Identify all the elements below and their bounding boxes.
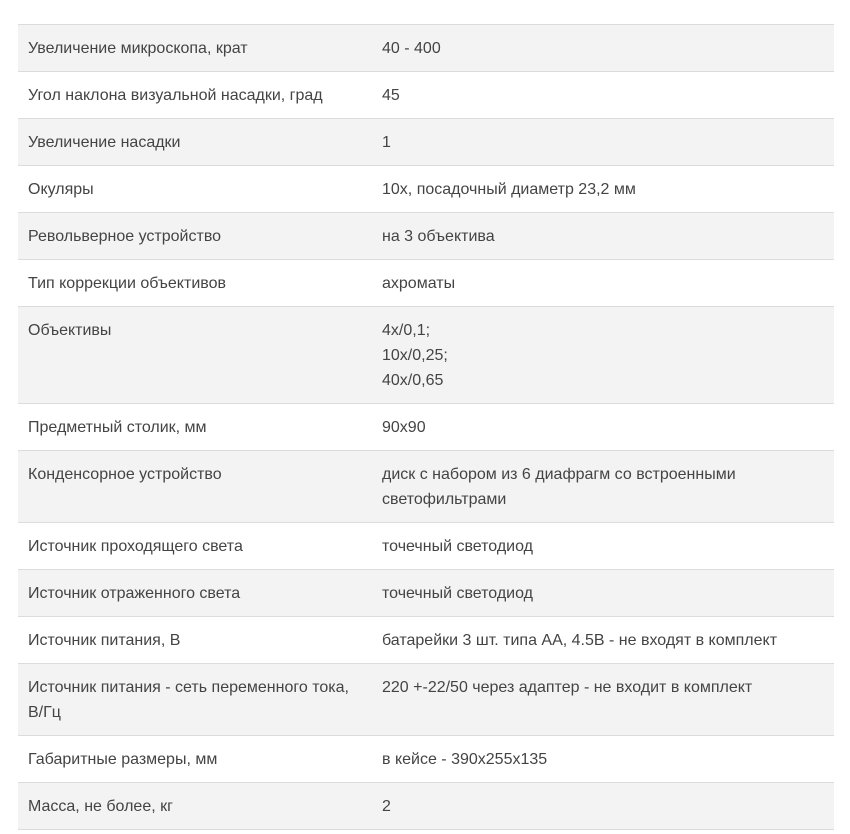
spec-label: Источник проходящего света — [28, 538, 243, 555]
spec-value-line: 40 - 400 — [382, 40, 441, 57]
spec-value — [370, 404, 834, 451]
spec-value-line: 4х/0,1; — [382, 322, 431, 339]
spec-row — [18, 260, 834, 307]
spec-value-line: ахроматы — [382, 275, 456, 292]
spec-value — [370, 664, 834, 736]
spec-value-line: светофильтрами — [382, 491, 507, 508]
spec-value-line: на 3 объектива — [382, 228, 495, 245]
spec-value — [370, 25, 834, 72]
spec-label: Источник питания - сеть переменного тока, В/Гц — [28, 679, 349, 721]
spec-row — [18, 783, 834, 830]
specifications-body — [18, 25, 834, 830]
spec-value — [370, 166, 834, 213]
spec-value-line: в кейсе - 390х255х135 — [382, 751, 548, 768]
spec-value — [370, 307, 834, 404]
spec-value-line: точечный светодиод — [382, 585, 533, 602]
spec-label: Револьверное устройство — [28, 228, 222, 245]
spec-value — [370, 213, 834, 260]
spec-label: Увеличение микроскопа, крат — [28, 40, 248, 57]
specifications-table — [18, 24, 834, 830]
spec-label: Объективы — [28, 322, 112, 339]
spec-row — [18, 72, 834, 119]
spec-value-line: 45 — [382, 87, 400, 104]
spec-label: Габаритные размеры, мм — [28, 751, 218, 768]
spec-label: Конденсорное устройство — [28, 466, 222, 483]
spec-row — [18, 570, 834, 617]
spec-value — [370, 523, 834, 570]
spec-value — [370, 783, 834, 830]
spec-label: Угол наклона визуальной насадки, град — [28, 87, 323, 104]
spec-label: Предметный столик, мм — [28, 419, 207, 436]
spec-value-line: 2 — [382, 798, 391, 815]
spec-row — [18, 523, 834, 570]
spec-value — [370, 72, 834, 119]
spec-value-line: 10х/0,25; — [382, 347, 448, 364]
spec-row — [18, 25, 834, 72]
spec-value-line: 220 +-22/50 через адаптер - не входит в комплект — [382, 679, 753, 696]
spec-label: Окуляры — [28, 181, 94, 198]
spec-row — [18, 404, 834, 451]
spec-label: Источник питания, В — [28, 632, 181, 649]
spec-row — [18, 451, 834, 523]
spec-value-line: батарейки 3 шт. типа АА, 4.5В - не входят в комплект — [382, 632, 778, 649]
spec-value-line: точечный светодиод — [382, 538, 533, 555]
spec-row — [18, 736, 834, 783]
spec-label: Масса, не более, кг — [28, 798, 173, 815]
spec-value-line: 40х/0,65 — [382, 372, 444, 389]
spec-value-line: 10x, посадочный диаметр 23,2 мм — [382, 181, 636, 198]
spec-value — [370, 570, 834, 617]
spec-row — [18, 166, 834, 213]
spec-row — [18, 307, 834, 404]
spec-label: Увеличение насадки — [28, 134, 181, 151]
spec-value — [370, 119, 834, 166]
spec-value-line: диск с набором из 6 диафрагм со встроенными — [382, 466, 736, 483]
spec-row — [18, 213, 834, 260]
spec-row — [18, 119, 834, 166]
spec-value — [370, 451, 834, 523]
spec-value — [370, 736, 834, 783]
spec-label: Источник отраженного света — [28, 585, 241, 602]
spec-row — [18, 617, 834, 664]
spec-value-line: 1 — [382, 134, 391, 151]
spec-value — [370, 260, 834, 307]
spec-row — [18, 664, 834, 736]
spec-label: Тип коррекции объективов — [28, 275, 226, 292]
spec-value-line: 90х90 — [382, 419, 426, 436]
spec-value — [370, 617, 834, 664]
